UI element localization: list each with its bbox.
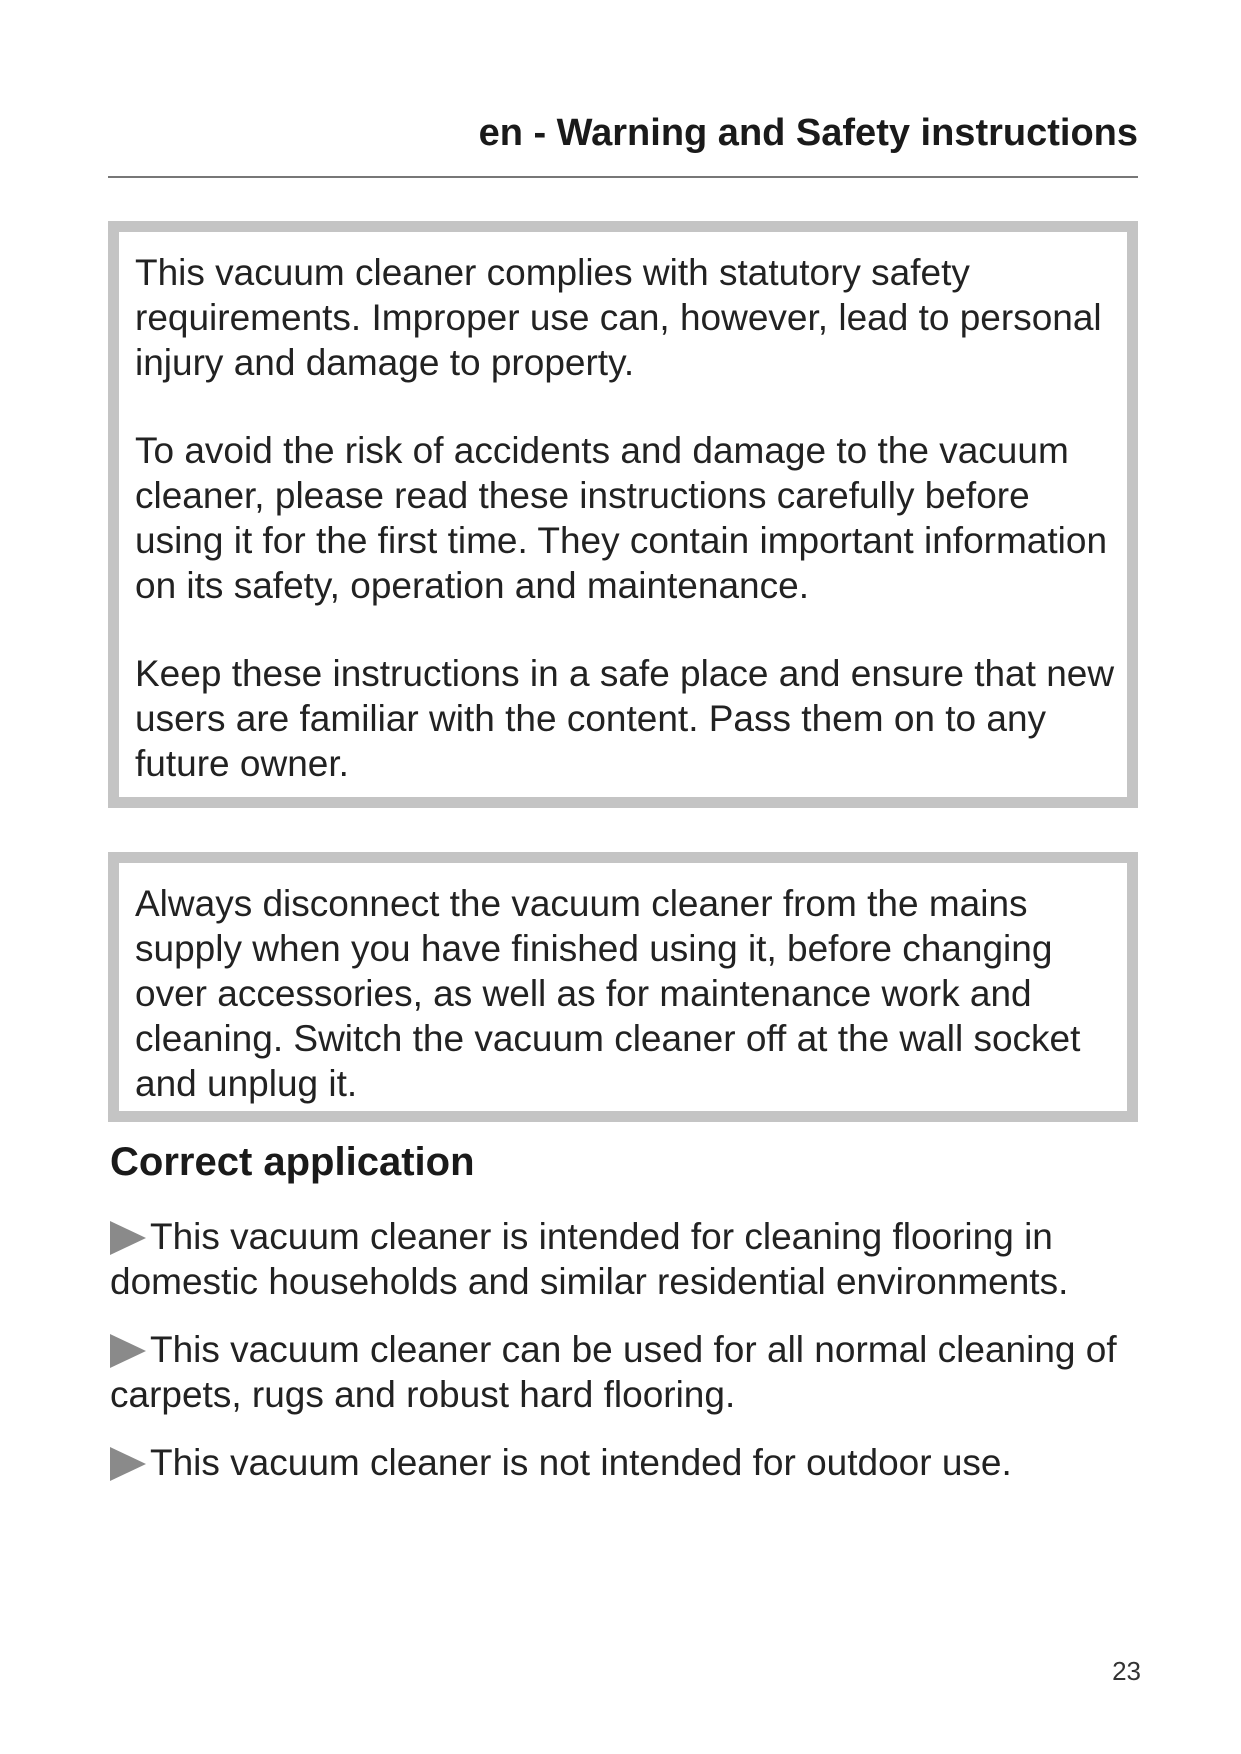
- page-number: 23: [1112, 1656, 1141, 1686]
- list-item-text: This vacuum cleaner is not intended for outdoor use.: [150, 1442, 1012, 1483]
- notice-paragraph: Keep these instructions in a safe place and ensure that new users are familiar with the content. Pass them on to any future owner.: [135, 653, 1115, 784]
- header-title: en - Warning and Safety instructions: [478, 112, 1138, 154]
- arrow-bullet-icon: [110, 1334, 146, 1368]
- arrow-bullet-icon: [110, 1221, 146, 1255]
- page-header: [108, 112, 1138, 178]
- list-item: [110, 1440, 1140, 1485]
- list-item: [110, 1327, 1140, 1417]
- disconnect-notice-box: [108, 852, 1138, 1122]
- arrow-bullet-icon: [110, 1447, 146, 1481]
- notice-paragraph: Always disconnect the vacuum cleaner from the mains supply when you have finished using it, before changing over accessories, as well as for maintenance work and cleaning. Switch the vacuum cleaner off at the wall socket and unplug it.: [135, 883, 1081, 1104]
- list-item-text: This vacuum cleaner is intended for cleaning flooring in domestic households and similar residential environments.: [110, 1216, 1069, 1302]
- list-item: [110, 1214, 1140, 1304]
- notice-paragraph: This vacuum cleaner complies with statutory safety requirements. Improper use can, however, lead to personal injury and damage to property.: [135, 252, 1102, 383]
- notice-paragraph: To avoid the risk of accidents and damage to the vacuum cleaner, please read these instructions carefully before using it for the first time. They contain important information on its safety, operation and maintenance.: [135, 430, 1108, 606]
- list-item-text: This vacuum cleaner can be used for all normal cleaning of carpets, rugs and robust hard flooring.: [110, 1329, 1117, 1415]
- section-heading: Correct application: [110, 1140, 475, 1184]
- safety-notice-box: [108, 221, 1138, 808]
- bullet-list: [110, 1214, 1140, 1508]
